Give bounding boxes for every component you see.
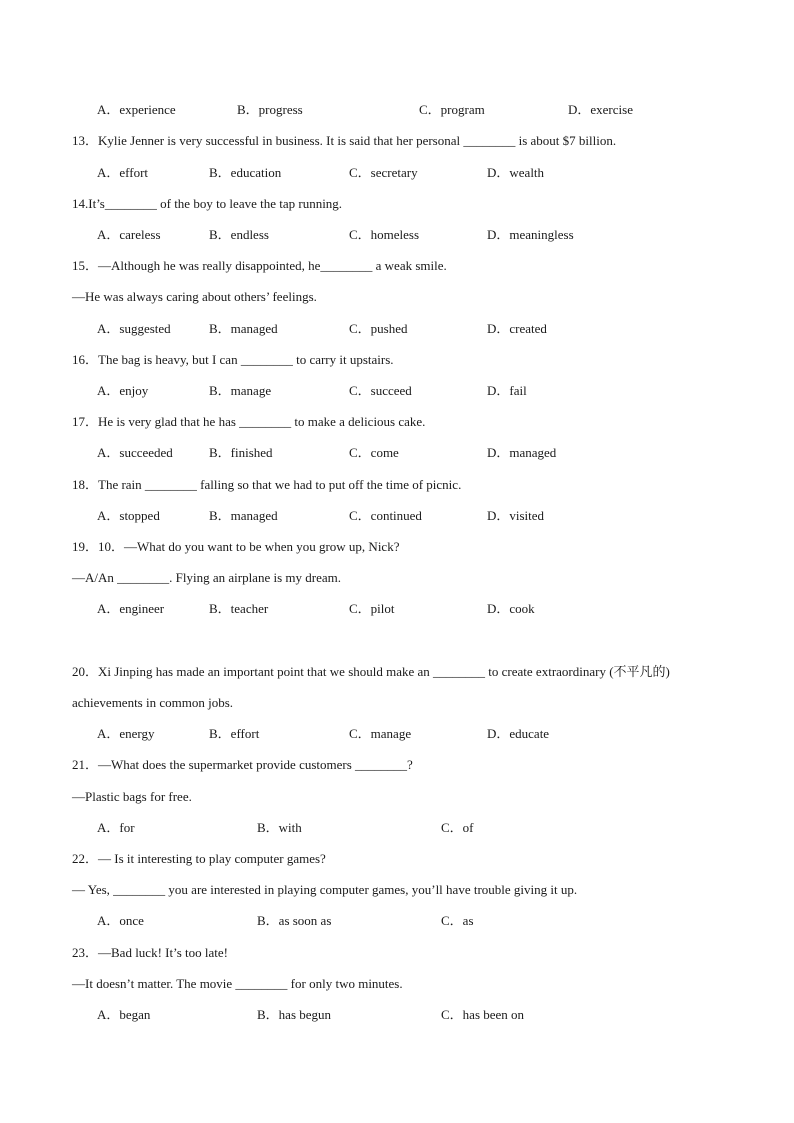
q12-option-d[interactable]: D．exercise bbox=[568, 102, 633, 117]
q18-option-c[interactable]: C．continued bbox=[349, 508, 422, 523]
q21-stem-reply: —Plastic bags for free. bbox=[72, 789, 192, 804]
q13-stem: 13．Kylie Jenner is very successful in business. It is said that her personal ________ is about $7 billion. bbox=[72, 133, 617, 148]
q22-stem: 22．— Is it interesting to play computer games? bbox=[72, 851, 326, 866]
q20-stem-continued: achievements in common jobs. bbox=[72, 695, 234, 710]
q23-option-a[interactable]: A．began bbox=[97, 1007, 151, 1022]
q14-option-b[interactable]: B．endless bbox=[209, 227, 269, 242]
q19-option-c[interactable]: C．pilot bbox=[349, 601, 395, 616]
q20-option-c[interactable]: C．manage bbox=[349, 726, 412, 741]
q22-option-c[interactable]: C．as bbox=[441, 913, 474, 928]
q20-option-d[interactable]: D．educate bbox=[487, 726, 550, 741]
q14-option-c[interactable]: C．homeless bbox=[349, 227, 420, 242]
q12-option-b[interactable]: B．progress bbox=[237, 102, 303, 117]
q21-option-b[interactable]: B．with bbox=[257, 820, 302, 835]
q13-option-a[interactable]: A．effort bbox=[97, 165, 149, 180]
q22-option-a[interactable]: A．once bbox=[97, 913, 144, 928]
q14-stem: 14.It’s________ of the boy to leave the tap running. bbox=[72, 196, 343, 211]
q15-option-b[interactable]: B．managed bbox=[209, 321, 278, 336]
q15-option-a[interactable]: A．suggested bbox=[97, 321, 171, 336]
q19-stem: 19．10．—What do you want to be when you grow up, Nick? bbox=[72, 539, 400, 554]
q15-stem: 15．—Although he was really disappointed, he________ a weak smile. bbox=[72, 258, 447, 273]
q17-option-b[interactable]: B．finished bbox=[209, 445, 273, 460]
q12-option-c[interactable]: C．program bbox=[419, 102, 485, 117]
q23-option-c[interactable]: C．has been on bbox=[441, 1007, 525, 1022]
q13-option-c[interactable]: C．secretary bbox=[349, 165, 418, 180]
q23-stem-reply: —It doesn’t matter. The movie ________ for only two minutes. bbox=[72, 976, 403, 991]
q14-option-a[interactable]: A．careless bbox=[97, 227, 161, 242]
q16-stem: 16．The bag is heavy, but I can ________ to carry it upstairs. bbox=[72, 352, 394, 367]
q22-option-b[interactable]: B．as soon as bbox=[257, 913, 332, 928]
q19-option-d[interactable]: D．cook bbox=[487, 601, 535, 616]
q16-option-d[interactable]: D．fail bbox=[487, 383, 527, 398]
q23-stem: 23．—Bad luck! It’s too late! bbox=[72, 945, 228, 960]
q23-option-b[interactable]: B．has begun bbox=[257, 1007, 332, 1022]
q18-option-d[interactable]: D．visited bbox=[487, 508, 545, 523]
q16-option-c[interactable]: C．succeed bbox=[349, 383, 412, 398]
q15-option-c[interactable]: C．pushed bbox=[349, 321, 408, 336]
q18-option-a[interactable]: A．stopped bbox=[97, 508, 160, 523]
q22-stem-reply: — Yes, ________ you are interested in playing computer games, you’ll have trouble giving it up. bbox=[72, 882, 578, 897]
q18-stem: 18．The rain ________ falling so that we had to put off the time of picnic. bbox=[72, 477, 462, 492]
q17-option-d[interactable]: D．managed bbox=[487, 445, 557, 460]
q12-option-a[interactable]: A．experience bbox=[97, 102, 176, 117]
q21-stem: 21．—What does the supermarket provide customers ________? bbox=[72, 757, 413, 772]
q17-option-a[interactable]: A．succeeded bbox=[97, 445, 173, 460]
q16-option-b[interactable]: B．manage bbox=[209, 383, 272, 398]
q15-stem-reply: —He was always caring about others’ feelings. bbox=[72, 289, 317, 304]
q16-option-a[interactable]: A．enjoy bbox=[97, 383, 149, 398]
q19-stem-reply: —A/An ________. Flying an airplane is my dream. bbox=[72, 570, 341, 585]
q19-option-a[interactable]: A．engineer bbox=[97, 601, 165, 616]
q20-stem: 20．Xi Jinping has made an important point that we should make an ________ to create extraordinary (不平凡的) bbox=[72, 664, 670, 679]
q21-option-c[interactable]: C．of bbox=[441, 820, 474, 835]
q13-option-d[interactable]: D．wealth bbox=[487, 165, 545, 180]
q20-option-a[interactable]: A．energy bbox=[97, 726, 155, 741]
q14-option-d[interactable]: D．meaningless bbox=[487, 227, 574, 242]
q17-stem: 17．He is very glad that he has ________ to make a delicious cake. bbox=[72, 414, 426, 429]
q21-option-a[interactable]: A．for bbox=[97, 820, 135, 835]
q13-option-b[interactable]: B．education bbox=[209, 165, 282, 180]
q19-option-b[interactable]: B．teacher bbox=[209, 601, 269, 616]
q15-option-d[interactable]: D．created bbox=[487, 321, 547, 336]
q18-option-b[interactable]: B．managed bbox=[209, 508, 278, 523]
q17-option-c[interactable]: C．come bbox=[349, 445, 399, 460]
q20-option-b[interactable]: B．effort bbox=[209, 726, 260, 741]
